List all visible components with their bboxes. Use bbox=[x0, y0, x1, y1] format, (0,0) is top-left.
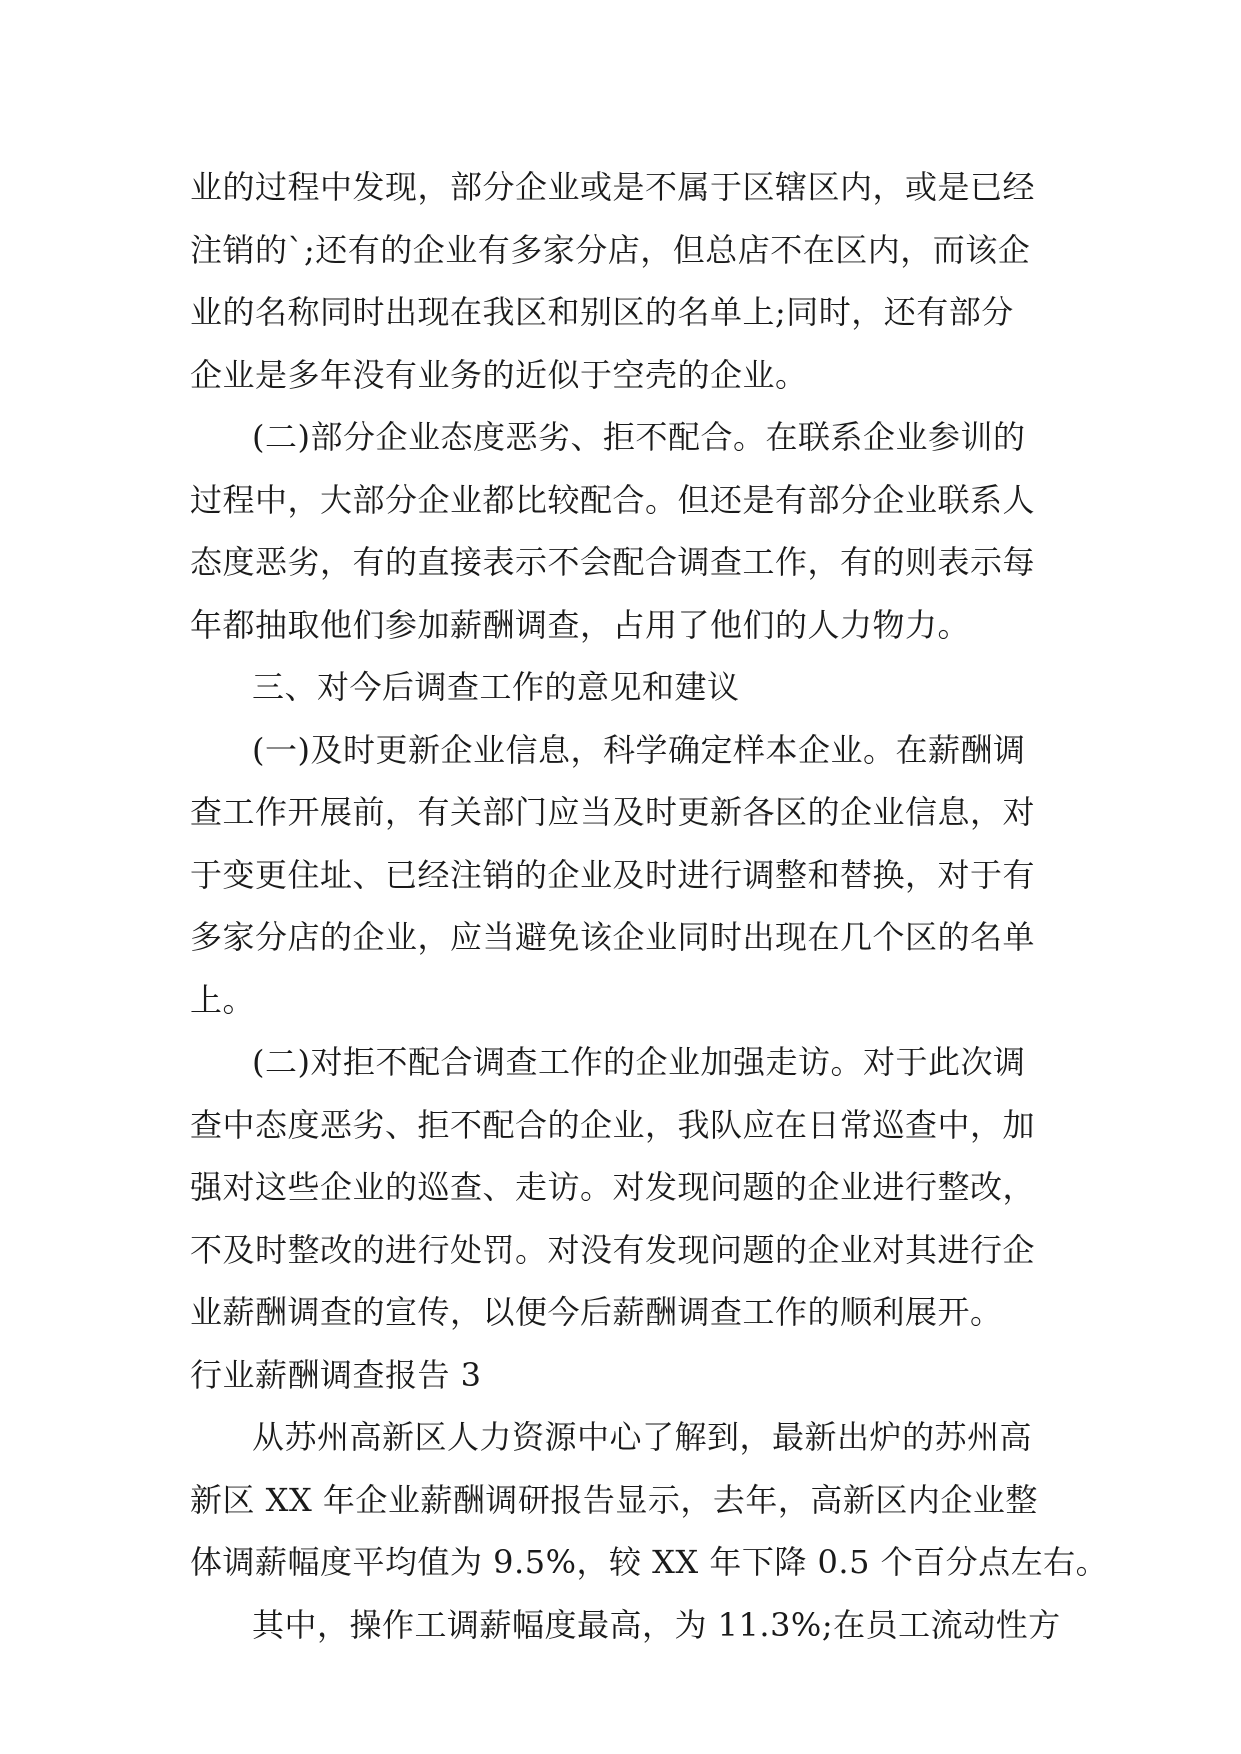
text-line: 注销的`;还有的企业有多家分店，但总店不在区内，而该企 bbox=[190, 230, 1031, 269]
text-line: 新区 XX 年企业薪酬调研报告显示，去年，高新区内企业整 bbox=[190, 1480, 1038, 1519]
text-line: (二)对拒不配合调查工作的企业加强走访。对于此次调 bbox=[252, 1043, 1026, 1081]
text-line: 上。 bbox=[190, 980, 256, 1019]
text-line: (一)及时更新企业信息，科学确定样本企业。在薪酬调 bbox=[252, 730, 1026, 769]
text-line: 体调薪幅度平均值为 9.5%，较 XX 年下降 0.5 个百分点左右。 bbox=[190, 1543, 1109, 1581]
report-title: 行业薪酬调查报告 3 bbox=[190, 1355, 482, 1394]
text-line: 企业是多年没有业务的近似于空壳的企业。 bbox=[190, 355, 808, 394]
document-body bbox=[190, 156, 1109, 1656]
text-line: 业的名称同时出现在我区和别区的名单上;同时，还有部分 bbox=[190, 293, 1014, 331]
text-line: 强对这些企业的巡查、走访。对发现问题的企业进行整改， bbox=[190, 1168, 1036, 1206]
text-line: 多家分店的企业，应当避免该企业同时出现在几个区的名单 bbox=[190, 918, 1036, 956]
text-line: 从苏州高新区人力资源中心了解到，最新出炉的苏州高 bbox=[252, 1418, 1033, 1456]
text-line: 年都抽取他们参加薪酬调查，占用了他们的人力物力。 bbox=[190, 605, 971, 644]
text-line: 过程中，大部分企业都比较配合。但还是有部分企业联系人 bbox=[190, 480, 1036, 519]
text-line: 查中态度恶劣、拒不配合的企业，我队应在日常巡查中，加 bbox=[190, 1105, 1036, 1144]
section-heading: 三、对今后调查工作的意见和建议 bbox=[252, 668, 740, 706]
text-line: 不及时整改的进行处罚。对没有发现问题的企业对其进行企 bbox=[190, 1230, 1036, 1269]
text-line: 其中，操作工调薪幅度最高，为 11.3%;在员工流动性方 bbox=[252, 1605, 1061, 1644]
text-line: 于变更住址、已经注销的企业及时进行调整和替换，对于有 bbox=[190, 855, 1036, 894]
text-line: (二)部分企业态度恶劣、拒不配合。在联系企业参训的 bbox=[252, 418, 1026, 456]
text-line: 查工作开展前，有关部门应当及时更新各区的企业信息，对 bbox=[190, 793, 1036, 831]
text-line: 态度恶劣，有的直接表示不会配合调查工作，有的则表示每 bbox=[190, 543, 1036, 581]
text-line: 业薪酬调查的宣传，以便今后薪酬调查工作的顺利展开。 bbox=[190, 1293, 1003, 1331]
text-line: 业的过程中发现，部分企业或是不属于区辖区内，或是已经 bbox=[190, 168, 1036, 206]
